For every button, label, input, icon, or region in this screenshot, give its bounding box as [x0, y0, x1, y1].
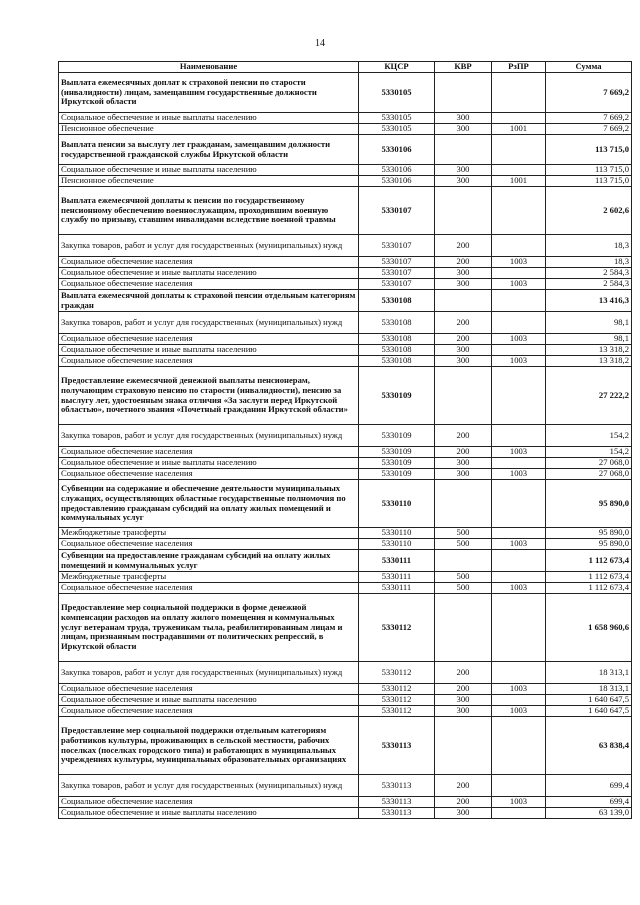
table-row	[59, 539, 632, 550]
cell-kvr	[435, 290, 492, 312]
cell-sum: 699,4	[546, 797, 632, 808]
cell-rzpr	[492, 458, 546, 469]
cell-name: Межбюджетные трансферты	[59, 528, 359, 539]
cell-name: Социальное обеспечение населения	[59, 706, 359, 717]
table-row	[59, 797, 632, 808]
cell-sum: 1 658 960,6	[546, 594, 632, 662]
cell-rzpr: 1003	[492, 447, 546, 458]
cell-sum: 699,4	[546, 775, 632, 797]
cell-kvr	[435, 367, 492, 425]
cell-kvr: 500	[435, 583, 492, 594]
cell-kcsr: 5330112	[359, 662, 435, 684]
cell-sum: 27 068,0	[546, 469, 632, 480]
cell-kcsr: 5330106	[359, 135, 435, 165]
cell-kvr: 200	[435, 775, 492, 797]
cell-kvr: 300	[435, 165, 492, 176]
cell-rzpr: 1003	[492, 684, 546, 695]
cell-kcsr: 5330112	[359, 695, 435, 706]
cell-kvr: 300	[435, 345, 492, 356]
table-row	[59, 458, 632, 469]
table-row	[59, 594, 632, 662]
cell-kvr: 200	[435, 312, 492, 334]
cell-kcsr: 5330109	[359, 425, 435, 447]
cell-name: Предоставление мер социальной поддержки отдельным категориям работников культуры, проживающих в сельской местности, рабочих поселках (поселках городского типа) и работающих в муниципальных учреждениях культуры, муниципальных образовательных организациях	[59, 717, 359, 775]
cell-name: Выплата пенсии за выслугу лет гражданам, замещавшим должности государственной гражданской службы Иркутской области	[59, 135, 359, 165]
table-row	[59, 684, 632, 695]
cell-rzpr	[492, 113, 546, 124]
table-row	[59, 279, 632, 290]
cell-rzpr: 1003	[492, 334, 546, 345]
table-row	[59, 572, 632, 583]
cell-kcsr: 5330110	[359, 480, 435, 528]
cell-rzpr	[492, 528, 546, 539]
cell-name: Закупка товаров, работ и услуг для государственных (муниципальных) нужд	[59, 312, 359, 334]
cell-rzpr	[492, 268, 546, 279]
cell-name: Выплата ежемесячной доплаты к страховой пенсии отдельным категориям граждан	[59, 290, 359, 312]
cell-sum: 18 313,1	[546, 662, 632, 684]
cell-kvr: 300	[435, 176, 492, 187]
cell-name: Пенсионное обеспечение	[59, 124, 359, 135]
cell-sum: 113 715,0	[546, 135, 632, 165]
cell-kcsr: 5330108	[359, 334, 435, 345]
cell-sum: 1 640 647,5	[546, 706, 632, 717]
cell-sum: 7 669,2	[546, 73, 632, 113]
table-row	[59, 775, 632, 797]
cell-kvr: 300	[435, 458, 492, 469]
cell-kcsr: 5330111	[359, 583, 435, 594]
cell-kvr: 300	[435, 268, 492, 279]
table-row	[59, 550, 632, 572]
cell-kcsr: 5330113	[359, 797, 435, 808]
cell-name: Социальное обеспечение населения	[59, 279, 359, 290]
cell-kvr	[435, 135, 492, 165]
cell-kcsr: 5330105	[359, 124, 435, 135]
cell-sum: 98,1	[546, 312, 632, 334]
cell-sum: 95 890,0	[546, 539, 632, 550]
cell-kvr: 500	[435, 572, 492, 583]
cell-kvr: 200	[435, 447, 492, 458]
cell-kcsr: 5330112	[359, 594, 435, 662]
cell-kcsr: 5330107	[359, 257, 435, 268]
cell-rzpr	[492, 594, 546, 662]
cell-kcsr: 5330109	[359, 447, 435, 458]
cell-rzpr	[492, 775, 546, 797]
cell-sum: 2 584,3	[546, 279, 632, 290]
cell-kvr: 300	[435, 356, 492, 367]
cell-rzpr	[492, 550, 546, 572]
cell-rzpr: 1003	[492, 356, 546, 367]
cell-sum: 18,3	[546, 257, 632, 268]
cell-name: Предоставление мер социальной поддержки в форме денежной компенсации расходов на оплату жилого помещения и коммунальных услуг ветеранам труда, труженикам тыла, реабилитированным лицам и лицам, признанным пострадавшими от политических репрессий, в Иркутской области	[59, 594, 359, 662]
table-row	[59, 808, 632, 819]
table-row	[59, 469, 632, 480]
column-header-rzpr: РзПР	[492, 62, 546, 73]
cell-name: Социальное обеспечение населения	[59, 684, 359, 695]
cell-kcsr: 5330106	[359, 165, 435, 176]
cell-kvr: 300	[435, 808, 492, 819]
cell-sum: 98,1	[546, 334, 632, 345]
column-header-name: Наименование	[59, 62, 359, 73]
cell-kvr: 200	[435, 662, 492, 684]
table-row	[59, 290, 632, 312]
cell-rzpr	[492, 187, 546, 235]
cell-name: Социальное обеспечение населения	[59, 447, 359, 458]
cell-kvr	[435, 480, 492, 528]
cell-name: Субвенции на предоставление гражданам субсидий на оплату жилых помещений и коммунальных услуг	[59, 550, 359, 572]
cell-rzpr	[492, 290, 546, 312]
page-number: 14	[315, 38, 325, 49]
cell-kcsr: 5330106	[359, 176, 435, 187]
cell-sum: 1 112 673,4	[546, 583, 632, 594]
cell-kcsr: 5330108	[359, 312, 435, 334]
cell-sum: 113 715,0	[546, 165, 632, 176]
table-row	[59, 367, 632, 425]
table-row	[59, 73, 632, 113]
cell-kvr	[435, 187, 492, 235]
cell-kvr: 500	[435, 528, 492, 539]
table-row	[59, 528, 632, 539]
cell-name: Закупка товаров, работ и услуг для государственных (муниципальных) нужд	[59, 775, 359, 797]
cell-kcsr: 5330109	[359, 458, 435, 469]
table-row	[59, 135, 632, 165]
cell-name: Социальное обеспечение и иные выплаты населению	[59, 695, 359, 706]
cell-name: Социальное обеспечение населения	[59, 797, 359, 808]
table-row	[59, 583, 632, 594]
cell-kvr: 300	[435, 695, 492, 706]
cell-kvr: 200	[435, 425, 492, 447]
cell-name: Социальное обеспечение населения	[59, 469, 359, 480]
cell-sum: 95 890,0	[546, 480, 632, 528]
cell-kcsr: 5330111	[359, 572, 435, 583]
column-header-sum: Сумма	[546, 62, 632, 73]
table-row	[59, 312, 632, 334]
cell-kvr: 300	[435, 706, 492, 717]
cell-rzpr	[492, 312, 546, 334]
cell-rzpr	[492, 572, 546, 583]
cell-name: Субвенции на содержание и обеспечение деятельности муниципальных служащих, осуществляющих областные государственные полномочия по предоставлению гражданам субсидий на оплату жилых помещений и коммунальных услуг	[59, 480, 359, 528]
cell-kvr: 300	[435, 469, 492, 480]
table-row	[59, 268, 632, 279]
cell-sum: 1 112 673,4	[546, 550, 632, 572]
cell-kcsr: 5330112	[359, 684, 435, 695]
cell-rzpr	[492, 662, 546, 684]
cell-kvr: 500	[435, 539, 492, 550]
cell-rzpr	[492, 808, 546, 819]
cell-kcsr: 5330107	[359, 235, 435, 257]
cell-kcsr: 5330110	[359, 528, 435, 539]
cell-sum: 2 602,6	[546, 187, 632, 235]
cell-rzpr	[492, 695, 546, 706]
table-row	[59, 113, 632, 124]
cell-name: Социальное обеспечение и иные выплаты населению	[59, 113, 359, 124]
cell-rzpr: 1003	[492, 279, 546, 290]
cell-rzpr	[492, 73, 546, 113]
cell-rzpr	[492, 367, 546, 425]
cell-kvr: 200	[435, 684, 492, 695]
cell-kcsr: 5330108	[359, 345, 435, 356]
table-row	[59, 176, 632, 187]
column-header-kcsr: КЦСР	[359, 62, 435, 73]
table-row	[59, 425, 632, 447]
cell-kvr: 300	[435, 279, 492, 290]
cell-sum: 63 838,4	[546, 717, 632, 775]
cell-kcsr: 5330111	[359, 550, 435, 572]
cell-sum: 95 890,0	[546, 528, 632, 539]
cell-name: Закупка товаров, работ и услуг для государственных (муниципальных) нужд	[59, 662, 359, 684]
cell-rzpr: 1003	[492, 257, 546, 268]
cell-name: Выплата ежемесячной доплаты к пенсии по государственному пенсионному обеспечению военнослужащим, проходившим военную службу по призыву, ставшим инвалидами вследствие военной травмы	[59, 187, 359, 235]
cell-kcsr: 5330105	[359, 73, 435, 113]
cell-kvr	[435, 717, 492, 775]
cell-rzpr	[492, 135, 546, 165]
cell-name: Межбюджетные трансферты	[59, 572, 359, 583]
table-row	[59, 706, 632, 717]
cell-rzpr: 1003	[492, 583, 546, 594]
cell-kcsr: 5330107	[359, 187, 435, 235]
cell-rzpr: 1001	[492, 124, 546, 135]
cell-rzpr: 1001	[492, 176, 546, 187]
cell-name: Пенсионное обеспечение	[59, 176, 359, 187]
table-row	[59, 345, 632, 356]
table-row	[59, 717, 632, 775]
table-row	[59, 356, 632, 367]
table-body	[59, 73, 632, 819]
cell-name: Социальное обеспечение и иные выплаты населению	[59, 458, 359, 469]
table-row	[59, 165, 632, 176]
cell-name: Социальное обеспечение населения	[59, 257, 359, 268]
cell-kvr	[435, 73, 492, 113]
cell-rzpr: 1003	[492, 469, 546, 480]
cell-name: Предоставление ежемесячной денежной выплаты пенсионерам, получающим страховую пенсию по старости (инвалидности), пенсию за выслугу лет, удостоенным знака отличия «За заслуги перед Иркутской областью», почетного звания «Почетный гражданин Иркутской области»	[59, 367, 359, 425]
cell-sum: 13 318,2	[546, 356, 632, 367]
cell-kvr	[435, 550, 492, 572]
cell-name: Социальное обеспечение и иные выплаты населению	[59, 268, 359, 279]
cell-kcsr: 5330110	[359, 539, 435, 550]
cell-sum: 1 112 673,4	[546, 572, 632, 583]
cell-kcsr: 5330108	[359, 290, 435, 312]
cell-sum: 7 669,2	[546, 124, 632, 135]
cell-kcsr: 5330113	[359, 808, 435, 819]
table-row	[59, 235, 632, 257]
table-row	[59, 187, 632, 235]
cell-name: Социальное обеспечение и иные выплаты населению	[59, 345, 359, 356]
cell-rzpr: 1003	[492, 539, 546, 550]
cell-name: Социальное обеспечение и иные выплаты населению	[59, 808, 359, 819]
table-row	[59, 480, 632, 528]
cell-sum: 13 416,3	[546, 290, 632, 312]
cell-name: Социальное обеспечение населения	[59, 356, 359, 367]
cell-rzpr	[492, 235, 546, 257]
cell-sum: 154,2	[546, 425, 632, 447]
cell-kcsr: 5330109	[359, 469, 435, 480]
budget-table	[58, 61, 632, 819]
table-row	[59, 257, 632, 268]
cell-sum: 27 222,2	[546, 367, 632, 425]
cell-rzpr	[492, 717, 546, 775]
cell-name: Социальное обеспечение населения	[59, 334, 359, 345]
table-row	[59, 695, 632, 706]
cell-sum: 18 313,1	[546, 684, 632, 695]
cell-rzpr	[492, 425, 546, 447]
column-header-kvr: КВР	[435, 62, 492, 73]
cell-kvr: 200	[435, 257, 492, 268]
cell-kcsr: 5330105	[359, 113, 435, 124]
cell-rzpr	[492, 345, 546, 356]
cell-kvr: 300	[435, 113, 492, 124]
cell-kcsr: 5330109	[359, 367, 435, 425]
cell-kcsr: 5330113	[359, 775, 435, 797]
table-row	[59, 447, 632, 458]
cell-kvr: 200	[435, 334, 492, 345]
cell-name: Закупка товаров, работ и услуг для государственных (муниципальных) нужд	[59, 235, 359, 257]
cell-kcsr: 5330112	[359, 706, 435, 717]
cell-sum: 63 139,0	[546, 808, 632, 819]
cell-sum: 18,3	[546, 235, 632, 257]
cell-kcsr: 5330107	[359, 268, 435, 279]
cell-kvr: 200	[435, 235, 492, 257]
cell-kvr: 200	[435, 797, 492, 808]
cell-name: Социальное обеспечение населения	[59, 539, 359, 550]
cell-sum: 113 715,0	[546, 176, 632, 187]
cell-rzpr	[492, 480, 546, 528]
cell-rzpr: 1003	[492, 797, 546, 808]
cell-kcsr: 5330113	[359, 717, 435, 775]
cell-name: Социальное обеспечение населения	[59, 583, 359, 594]
cell-kcsr: 5330108	[359, 356, 435, 367]
cell-name: Выплата ежемесячных доплат к страховой пенсии по старости (инвалидности) лицам, замещавшим государственные должности Иркутской области	[59, 73, 359, 113]
cell-name: Закупка товаров, работ и услуг для государственных (муниципальных) нужд	[59, 425, 359, 447]
cell-kvr	[435, 594, 492, 662]
cell-sum: 13 318,2	[546, 345, 632, 356]
table-header-row	[59, 62, 632, 73]
cell-rzpr: 1003	[492, 706, 546, 717]
cell-name: Социальное обеспечение и иные выплаты населению	[59, 165, 359, 176]
cell-sum: 2 584,3	[546, 268, 632, 279]
cell-kvr: 300	[435, 124, 492, 135]
cell-sum: 1 640 647,5	[546, 695, 632, 706]
table-row	[59, 662, 632, 684]
cell-sum: 154,2	[546, 447, 632, 458]
cell-kcsr: 5330107	[359, 279, 435, 290]
cell-rzpr	[492, 165, 546, 176]
cell-sum: 27 068,0	[546, 458, 632, 469]
cell-sum: 7 669,2	[546, 113, 632, 124]
table-row	[59, 124, 632, 135]
table-row	[59, 334, 632, 345]
